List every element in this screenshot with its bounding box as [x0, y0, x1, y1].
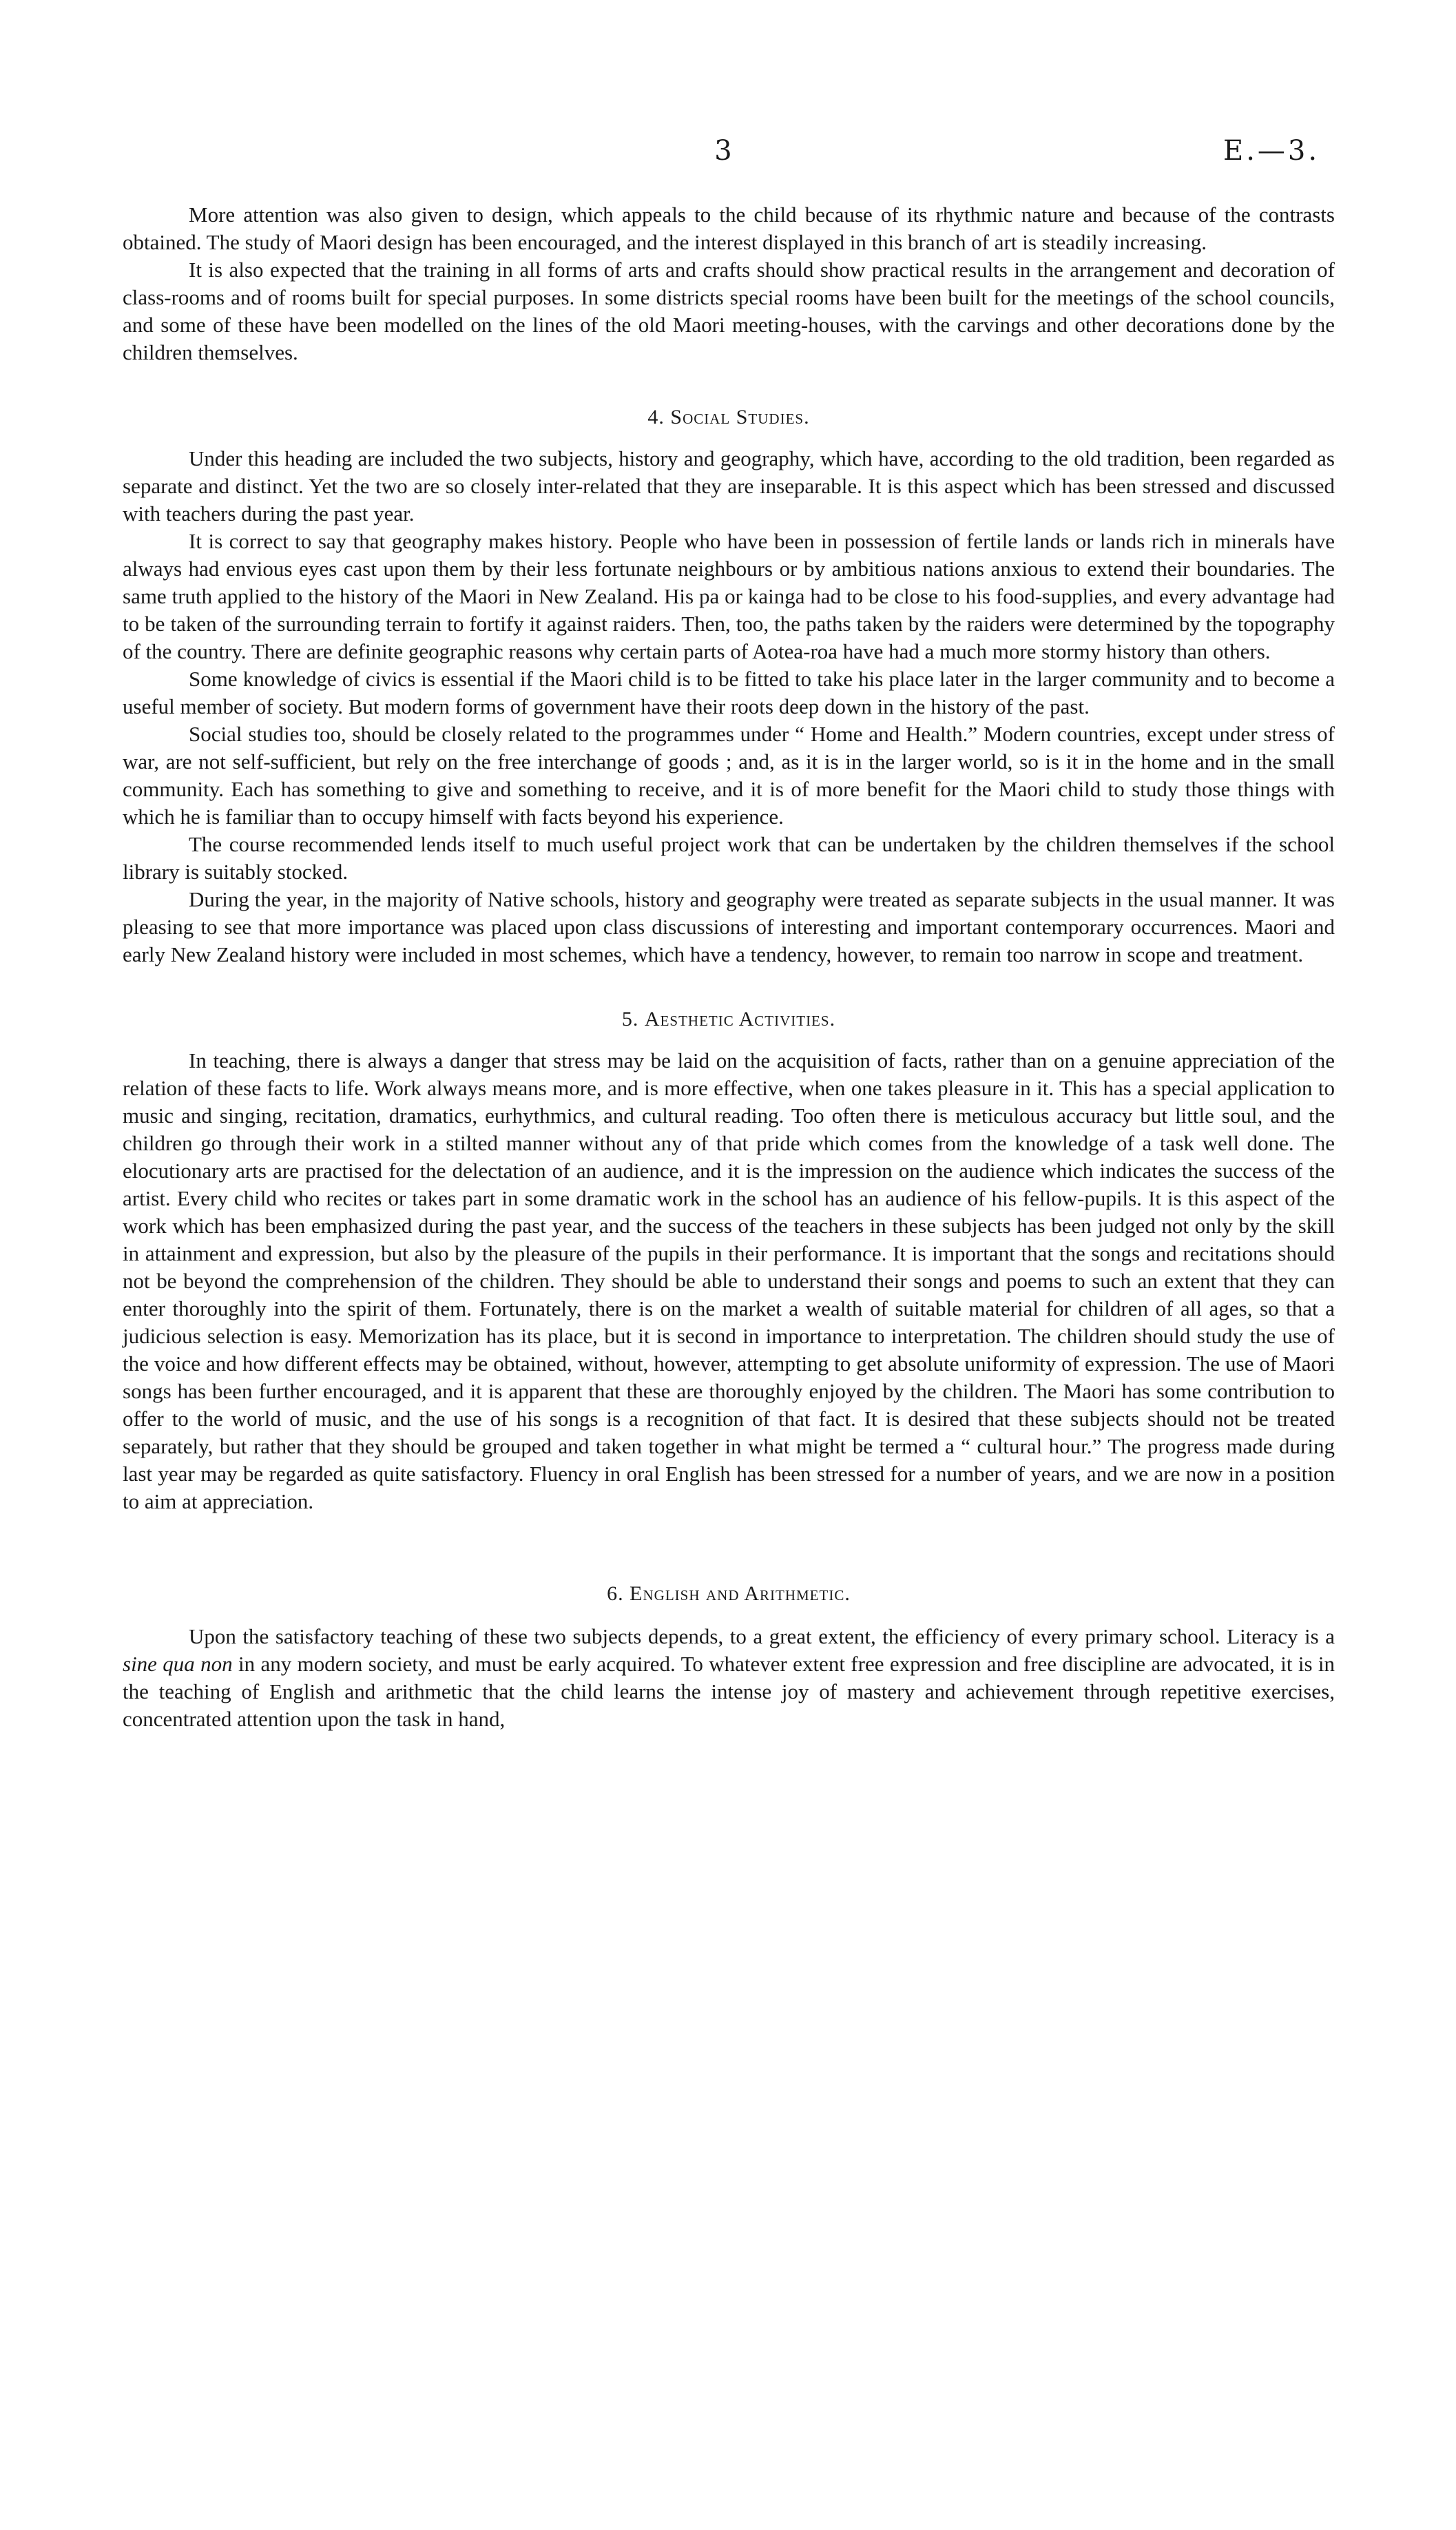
section-heading-english-arithmetic	[123, 1580, 1335, 1608]
paragraph: The course recommended lends itself to much useful project work that can be undertaken by the children themselves if the school library is suitably stocked.	[123, 832, 1335, 884]
paragraph: Some knowledge of civics is essential if the Maori child is to be fitted to take his place later in the larger community and to become a useful member of society. But modern forms of government have their roots deep down in the history of the past.	[123, 667, 1335, 718]
paragraph: Social studies too, should be closely related to the programmes under “ Home and Health.” Modern countries, except under stress of war, are not self-sufficient, but rely on the free interchange of goods ; and, as it is in the larger world, so is it in the home and in the small community. Each has something to give and something to receive, and it is of more benefit for the Maori child to study those things with which he is familiar than to occupy himself with facts beyond his experience.	[123, 722, 1335, 829]
paragraph	[123, 1623, 1335, 1733]
latin-phrase: sine qua non	[123, 1652, 233, 1676]
paragraph: It is also expected that the training in all forms of arts and crafts should show practical results in the arrangement and decoration of class-rooms and of rooms built for special purposes. In some districts special rooms have been built for the meetings of the school councils, and some of these have been modelled on the lines of the old Maori meeting-houses, with the carvings and other decorations done by the children themselves.	[123, 258, 1335, 364]
section-number: 6.	[607, 1582, 624, 1605]
paragraph: It is correct to say that geography makes history. People who have been in possession of fertile lands or lands rich in minerals have always had envious eyes cast upon them by their less fortunate neighbours or by ambitious nations anxious to extend their boundaries. The same truth applied to the history of the Maori in New Zealand. His pa or kainga had to be close to his food-supplies, and every advantage had to be taken of the surrounding terrain to fortify it against raiders. Then, too, the paths taken by the raiders were determined by the topography of the country. There are definite geographic reasons why certain parts of Aotea-roa have had a much more stormy history than others.	[123, 529, 1335, 663]
paragraph-text: in any modern society, and must be early acquired. To whatever extent free expression and free discipline are advocated, it is in the teaching of English and arithmetic that the child learns the intense joy of mastery and achievement through repetitive exercises, concentrated attention upon the task in hand,	[123, 1652, 1335, 1731]
section-heading-social-studies	[123, 404, 1335, 431]
section-title: Aesthetic Activities.	[644, 1008, 836, 1030]
paragraph: More attention was also given to design, which appeals to the child because of its rhythmic nature and because of the contrasts obtained. The study of Maori design has been encouraged, and the interest displayed in this branch of art is steadily increasing.	[123, 203, 1335, 254]
section-title: English and Arithmetic.	[630, 1582, 851, 1605]
document-body	[123, 201, 1335, 1733]
paragraph: During the year, in the majority of Native schools, history and geography were treated as separate subjects in the usual manner. It was pleasing to see that more importance was placed upon class discussions of interesting and important contemporary occurrences. Maori and early New Zealand history were included in most schemes, which have a tendency, however, to remain too narrow in scope and treatment.	[123, 887, 1335, 966]
page-number: 3	[714, 135, 732, 167]
section-heading-aesthetic-activities	[123, 1006, 1335, 1033]
section-title: Social Studies.	[670, 406, 810, 428]
paragraph-text: Upon the satisfactory teaching of these two subjects depends, to a great extent, the efficiency of every primary school. Literacy is a	[189, 1624, 1335, 1648]
paragraph: In teaching, there is always a danger that stress may be laid on the acquisition of facts, rather than on a genuine appreciation of the relation of these facts to life. Work always means more, and is more effective, when one takes pleasure in it. This has a special application to music and singing, recitation, dramatics, eurhythmics, and cultural reading. Too often there is meticulous accuracy but little soul, and the children go through their work in a stilted manner without any of that pride which comes from the knowledge of a task well done. The elocutionary arts are practised for the delectation of an audience, and it is the impression on the audience which indicates the success of the artist. Every child who recites or takes part in some dramatic work in the school has an audience of his fellow-pupils. It is this aspect of the work which has been emphasized during the past year, and the success of the teachers in these subjects has been judged not only by the skill in attainment and expression, but also by the pleasure of the pupils in their performance. It is important that the songs and recitations should not be beyond the comprehension of the children. They should be able to understand their songs and poems to such an extent that they can enter thoroughly into the spirit of them. Fortunately, there is on the market a wealth of suitable material for children of all ages, so that a judicious selection is easy. Memorization has its place, but it is second in importance to interpretation. The children should study the use of the voice and how different effects may be obtained, without, however, attempting to get absolute uniformity of expression. The use of Maori songs has been further encouraged, and it is apparent that these are thoroughly enjoyed by the children. The Maori has some contribution to offer to the world of music, and the use of his songs is a recognition of that fact. It is desired that these subjects should not be treated separately, but rather that they should be grouped and taken together in what might be termed a “ cultural hour.” The progress made during last year may be regarded as quite satisfactory. Fluency in oral English has been stressed for a number of years, and we are now in a position to aim at appreciation.	[123, 1048, 1335, 1513]
paragraph: Under this heading are included the two subjects, history and geography, which have, according to the old tradition, been regarded as separate and distinct. Yet the two are so closely inter-related that they are inseparable. It is this aspect which has been stressed and discussed with teachers during the past year.	[123, 446, 1335, 526]
section-number: 5.	[621, 1008, 639, 1030]
section-number: 4.	[647, 406, 665, 428]
document-reference: E.—3.	[1223, 135, 1320, 167]
